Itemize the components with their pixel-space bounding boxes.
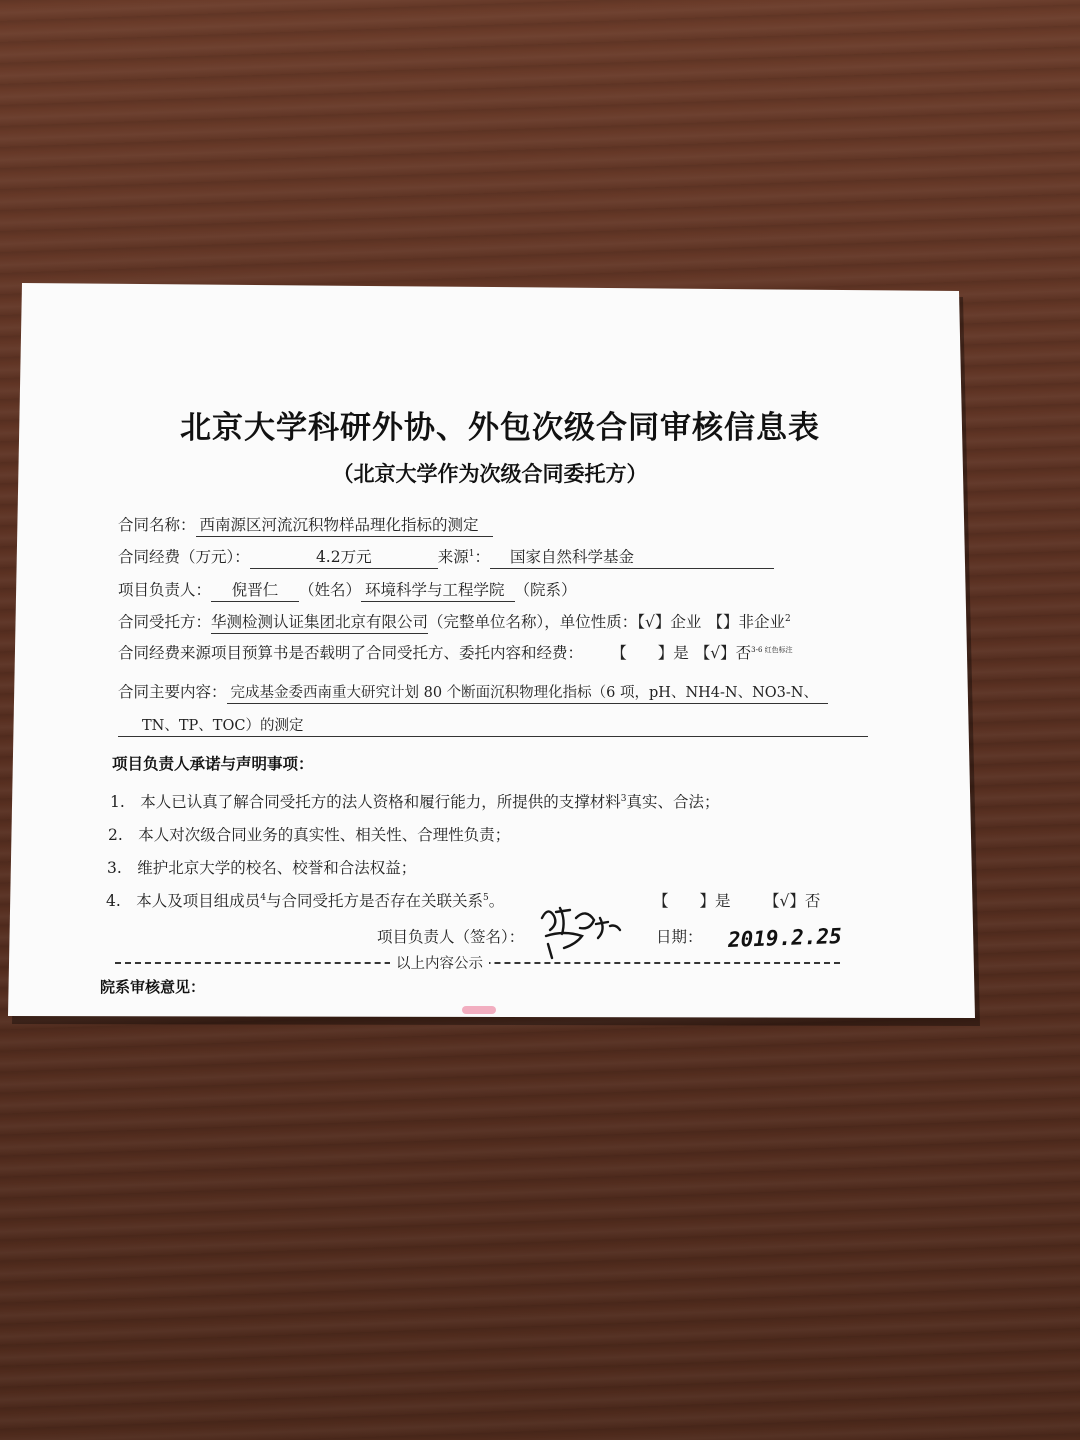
trustee-hint: （完整单位名称），单位性质： <box>428 613 638 631</box>
trustee-row <box>118 610 791 634</box>
non-enterprise-option: 【】非企业 <box>707 613 785 631</box>
contract-name-value: 西南源区河流沉积物样品理化指标的测定 <box>196 513 493 537</box>
public-notice-label: 以上内容公示 <box>390 952 489 973</box>
budget-no-option: 【√】否 <box>694 644 752 662</box>
pledge-item-4-no-option: 【√】否 <box>764 892 821 910</box>
budget-question: 合同经费来源项目预算书是否载明了合同受托方、委托内容和经费： <box>118 644 584 662</box>
pledge-item-1 <box>110 790 720 812</box>
pledge-item-4-yes-option: 【 】是 <box>653 892 731 910</box>
pledge-item-4-footnote-b: 5 <box>483 892 489 903</box>
pledge-item-4-mid: 与合同受托方是否存在关联关系 <box>266 892 484 910</box>
trustee-label: 合同受托方： <box>118 613 212 631</box>
pledge-heading: 项目负责人承诺与声明事项： <box>112 755 314 773</box>
pledge-item-2: 2. 本人对次级合同业务的真实性、相关性、合理性负责； <box>108 826 511 844</box>
pi-value: 倪晋仁 <box>211 578 299 602</box>
red-stamp-edge <box>462 1006 496 1014</box>
pledge-item-4-footnote-a: 4 <box>260 892 267 903</box>
pledge-item-4-end: 。 <box>488 892 505 910</box>
budget-row <box>118 641 793 663</box>
content-label: 合同主要内容： <box>118 683 227 701</box>
pi-name-hint: （姓名） <box>299 581 362 599</box>
pledge-item-4-text: 4. 本人及项目组成员 <box>106 892 261 910</box>
handwritten-signature <box>536 900 626 960</box>
dept-review-label: 院系审核意见： <box>100 978 206 996</box>
pledge-item-1-footnote: 3 <box>620 793 627 804</box>
content-row <box>118 680 828 704</box>
pi-row <box>118 578 577 602</box>
contract-name-label: 合同名称： <box>118 516 196 534</box>
date-label: 日期： <box>656 928 703 946</box>
content-line-1: 完成基金委西南重大研究计划 80 个断面沉积物理化指标（6 项，pH、NH4-N、NO3-N、 <box>227 681 828 704</box>
dept-value: 环境科学与工程学院 <box>361 578 515 602</box>
dept-hint: （院系） <box>514 581 577 599</box>
contract-name-row <box>118 513 493 537</box>
content-line-2: TN、TP、TOC）的测定 <box>142 718 304 734</box>
budget-yes-option: 【 】是 <box>619 644 689 662</box>
non-enterprise-footnote: 2 <box>784 613 791 624</box>
pledge-item-3: 3. 维护北京大学的校名、校誉和合法权益； <box>107 859 417 877</box>
form-title: 北京大学科研外协、外包次级合同审核信息表 <box>180 410 820 446</box>
funding-value: 4.2万元 <box>250 545 438 569</box>
source-value: 国家自然科学基金 <box>490 545 774 569</box>
source-colon: ： <box>474 548 491 566</box>
pledge-item-1-tail: 真实、合法； <box>626 793 720 811</box>
trustee-value: 华测检测认证集团北京有限公司 <box>211 610 428 634</box>
form-subtitle: （北京大学作为次级合同委托方） <box>332 462 648 486</box>
source-label: 来源 <box>437 548 469 566</box>
enterprise-option: 【√】企业 <box>637 613 702 631</box>
funding-label: 合同经费（万元）： <box>118 548 250 566</box>
budget-footnote: 3-6 红色标注 <box>751 645 793 654</box>
pledge-item-1-text: 1. 本人已认真了解合同受托方的法人资格和履行能力，所提供的支撑材料 <box>110 793 621 811</box>
funding-row <box>118 545 774 569</box>
source-footnote: 1 <box>468 548 475 559</box>
content-row-2 <box>118 714 868 737</box>
signature-label: 项目负责人（签名）： <box>377 928 525 946</box>
pi-label: 项目负责人： <box>118 581 212 599</box>
date-value: 2019.2.25 <box>727 924 843 952</box>
pledge-item-4 <box>106 889 504 911</box>
